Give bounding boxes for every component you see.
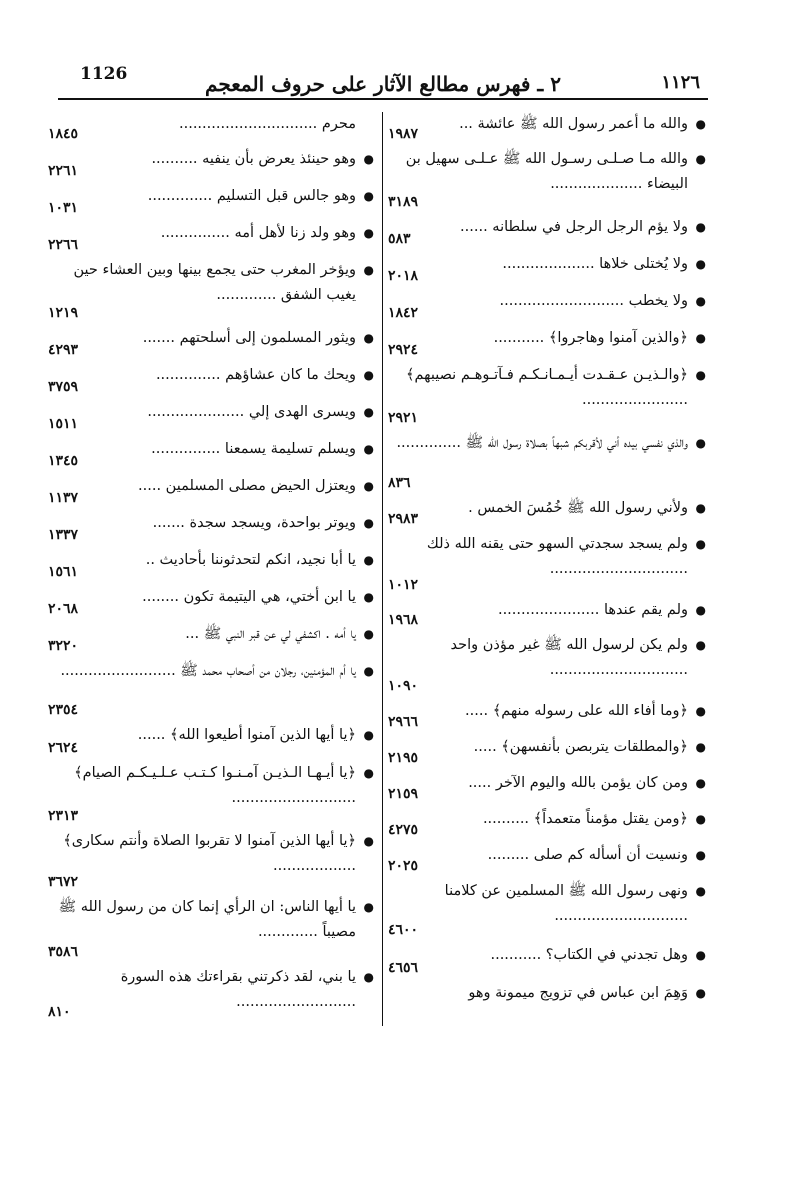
page-number-latin: 1126 (80, 64, 128, 84)
bullet-icon: ● (363, 728, 374, 742)
index-entry: ● ويوتر بواحدة، ويسجد سجدة ....... ١٣٣٧ (48, 511, 374, 548)
index-entry: ● ولا يؤم الرجل الرجل في سلطانه ...... ٥٨٣ (388, 215, 706, 252)
bullet-icon: ● (363, 331, 374, 345)
index-entry: ● ويعتزل الحيض مصلى المسلمين ..... ١١٣٧ (48, 474, 374, 511)
index-entry: ● ولأني رسول الله ﷺ خُمُسَ الخمس . ٢٩٨٣ (388, 496, 706, 532)
bullet-icon: ● (695, 220, 706, 234)
index-entry: ● ولم يكن لرسول الله ﷺ غير مؤذن واحد .............................. ١٠٩٠ (388, 633, 706, 699)
index-entry: ● ﴿يا أيها الذين آمنوا لا تقربوا الصلاة وأنتم سكارى﴾ .................. ٣٦٧٢ (48, 829, 374, 895)
bullet-icon: ● (363, 590, 374, 604)
entry-number: ٤٢٩٣ (48, 342, 79, 358)
index-entry: ● ﴿يا أيـهـا الـذيـن آمـنـوا كـتـب عـلـيـكـم الصيام﴾ ........................... ٢٣١٣ (48, 761, 374, 829)
index-entry: ● والله ما أعمر رسول الله ﷺ عائشة ... ١٩٨٧ (388, 112, 706, 147)
index-entry: ● يا أمه . اكشفي لي عن قبر النبي ﷺ ... ٣٢٢٠ (48, 622, 374, 659)
index-entry: ● وهل تجدني في الكتاب؟ ........... ٤٦٥٦ (388, 943, 706, 981)
entry-number: ١٨٤٥ (48, 126, 79, 142)
index-entry: ● ولا يخطب ........................... ١٨٤٢ (388, 289, 706, 326)
bullet-icon: ● (695, 257, 706, 271)
bullet-icon: ● (695, 152, 706, 166)
entry-number: ٤٦٠٠ (388, 922, 419, 938)
index-entry: ● يا ابن أختي، هي اليتيمة تكون ........ ٢٠٦٨ (48, 585, 374, 622)
entry-number: ٢٩٢١ (388, 410, 419, 426)
page-number-arabic: ١١٢٦ (661, 72, 700, 93)
index-entry: ● والذي نفسي بيده أني لأقربكم شبهاً بصلاة رسول الله ﷺ .............. ٨٣٦ (388, 431, 706, 496)
entry-number: ٢٠١٨ (388, 268, 419, 284)
entry-number: ٣٥٨٦ (48, 944, 79, 960)
index-entry: ● يا أم المؤمنين، رجلان من أصحاب محمد ﷺ ......................... ٢٣٥٤ (48, 659, 374, 723)
entry-number: ١٢١٩ (48, 305, 79, 321)
bullet-icon: ● (695, 436, 706, 450)
entry-number: ٣٦٧٢ (48, 874, 79, 890)
index-entry: ● وهو ولد زنا لأهل أمه ............... ٢٢٦٦ (48, 221, 374, 258)
index-entry: ● ﴿وما أفاء الله على رسوله منهم﴾ ..... ٢٩٦٦ (388, 699, 706, 735)
entry-number: ٨١٠ (48, 1004, 71, 1020)
bullet-icon: ● (363, 479, 374, 493)
entry-number: ٤٢٧٥ (388, 822, 419, 838)
entry-number: ٢٩٦٦ (388, 714, 419, 730)
page-header (58, 58, 708, 100)
index-entry: ● ونسيت أن أسأله كم صلى ......... ٢٠٢٥ (388, 843, 706, 879)
bullet-icon: ● (363, 226, 374, 240)
bullet-icon: ● (363, 368, 374, 382)
entry-number: ٢١٩٥ (388, 750, 419, 766)
entry-number: ٣١٨٩ (388, 194, 419, 210)
entry-number: ٢٩٢٤ (388, 342, 419, 358)
bullet-icon: ● (695, 812, 706, 826)
entry-number: ٢٠٦٨ (48, 601, 79, 617)
bullet-icon: ● (695, 884, 706, 898)
left-column (48, 112, 374, 1025)
bullet-icon: ● (695, 776, 706, 790)
bullet-icon: ● (363, 553, 374, 567)
bullet-icon: ● (695, 331, 706, 345)
bullet-icon: ● (695, 638, 706, 652)
entry-number: ٣٢٢٠ (48, 638, 79, 654)
index-entry: ● ويحك ما كان عشاؤهم .............. ٣٧٥٩ (48, 363, 374, 400)
bullet-icon: ● (695, 368, 706, 382)
index-entry: ● ﴿يا أيها الذين آمنوا أطيعوا الله﴾ ...... ٢٦٢٤ (48, 723, 374, 761)
entry-number: ٢٣٥٤ (48, 702, 79, 718)
bullet-icon: ● (695, 848, 706, 862)
bullet-icon: ● (363, 152, 374, 166)
entry-number: ١٩٨٧ (388, 126, 419, 142)
index-entry: ● ﴿ومن يقتل مؤمناً متعمداً﴾ .......... ٤٢٧٥ (388, 807, 706, 843)
bullet-icon: ● (363, 834, 374, 848)
index-entry: ● ولم يقم عندها ...................... ١٩٦٨ (388, 598, 706, 633)
index-entry: ● ﴿والـذيـن عـقـدت أيـمـانـكـم فـآتـوهـم نصيبهم﴾ ....................... ٢٩٢١ (388, 363, 706, 431)
index-entry: ● ﴿والذين آمنوا وهاجروا﴾ ........... ٢٩٢٤ (388, 326, 706, 363)
index-entry: ● والله مـا صـلـى رسـول الله ﷺ عـلـى سهيل بن البيضاء .................... ٣١٨٩ (388, 147, 706, 215)
index-entry: ● وهو جالس قبل التسليم .............. ١٠٣١ (48, 184, 374, 221)
index-entry: ● يا أبا نجيد، انكم لتحدثوننا بأحاديث .. ١٥٦١ (48, 548, 374, 585)
entry-number: ١٥١١ (48, 416, 79, 432)
entry-number: ١٠٣١ (48, 200, 79, 216)
index-entry: ● يا بني، لقد ذكرتني بقراءتك هذه السورة .......................... ٨١٠ (48, 965, 374, 1025)
bullet-icon: ● (363, 970, 374, 984)
bullet-icon: ● (363, 263, 374, 277)
column-divider (382, 112, 383, 1026)
entry-number: ٥٨٣ (388, 231, 411, 247)
bullet-icon: ● (363, 442, 374, 456)
bullet-icon: ● (695, 948, 706, 962)
bullet-icon: ● (695, 986, 706, 1000)
right-column (388, 112, 706, 1011)
index-entry: ● ولا يُختلى خلاها .................... ٢٠١٨ (388, 252, 706, 289)
index-entry: ● يا أيها الناس: ان الرأي إنما كان من رسول الله ﷺ مصيباً ............. ٣٥٨٦ (48, 895, 374, 965)
bullet-icon: ● (363, 900, 374, 914)
index-entry: ● وَهِمَ ابن عباس في تزويج ميمونة وهو (388, 981, 706, 1011)
entry-number: ٢٢٦١ (48, 163, 79, 179)
index-entry: محرم .............................. ١٨٤٥ (48, 112, 374, 147)
entry-number: ٨٣٦ (388, 475, 411, 491)
entry-number: ١١٣٧ (48, 490, 79, 506)
entry-number: ٢٦٢٤ (48, 740, 79, 756)
bullet-icon: ● (363, 189, 374, 203)
entry-number: ٢٠٢٥ (388, 858, 419, 874)
entry-number: ١٨٤٢ (388, 305, 419, 321)
index-entry: ● ويؤخر المغرب حتى يجمع بينها وبين العشاء حين يغيب الشفق ............. ١٢١٩ (48, 258, 374, 326)
bullet-icon: ● (695, 117, 706, 131)
bullet-icon: ● (363, 766, 374, 780)
index-entry: ● ويسرى الهدى إلي ..................... ١٥١١ (48, 400, 374, 437)
bullet-icon: ● (695, 740, 706, 754)
entry-number: ١٠٩٠ (388, 678, 419, 694)
bullet-icon: ● (363, 405, 374, 419)
index-entry: ● ونهى رسول الله ﷺ المسلمين عن كلامنا ............................. ٤٦٠٠ (388, 879, 706, 943)
entry-number: ٢٢٦٦ (48, 237, 79, 253)
index-entry: ● ومن كان يؤمن بالله واليوم الآخر ..... ٢١٥٩ (388, 771, 706, 807)
entry-number: ٢٩٨٣ (388, 511, 419, 527)
index-entry: ● ويسلم تسليمة يسمعنا ............... ١٣٤٥ (48, 437, 374, 474)
entry-number: ١٣٣٧ (48, 527, 79, 543)
bullet-icon: ● (695, 294, 706, 308)
bullet-icon: ● (363, 627, 374, 641)
index-entry: ● وهو حينئذ يعرض بأن ينفيه .......... ٢٢٦١ (48, 147, 374, 184)
index-entry: ● ﴿والمطلقات يتربصن بأنفسهن﴾ ..... ٢١٩٥ (388, 735, 706, 771)
index-entry: ● ولم يسجد سجدتي السهو حتى يقنه الله ذلك .............................. ١٠١٢ (388, 532, 706, 598)
index-entry: ● ويثور المسلمون إلى أسلحتهم ....... ٤٢٩٣ (48, 326, 374, 363)
bullet-icon: ● (363, 664, 374, 678)
entry-number: ٤٦٥٦ (388, 960, 419, 976)
bullet-icon: ● (363, 516, 374, 530)
bullet-icon: ● (695, 537, 706, 551)
entry-number: ١٣٤٥ (48, 453, 79, 469)
entry-number: ١٩٦٨ (388, 612, 419, 628)
entry-number: ٣٧٥٩ (48, 379, 79, 395)
entry-number: ٢٣١٣ (48, 808, 79, 824)
entry-number: ١٠١٢ (388, 577, 419, 593)
entry-number: ١٥٦١ (48, 564, 79, 580)
bullet-icon: ● (695, 704, 706, 718)
page-title: ٢ ـ فهرس مطالع الآثار على حروف المعجم (205, 72, 561, 96)
entry-number: ٢١٥٩ (388, 786, 419, 802)
bullet-icon: ● (695, 603, 706, 617)
bullet-icon: ● (695, 501, 706, 515)
